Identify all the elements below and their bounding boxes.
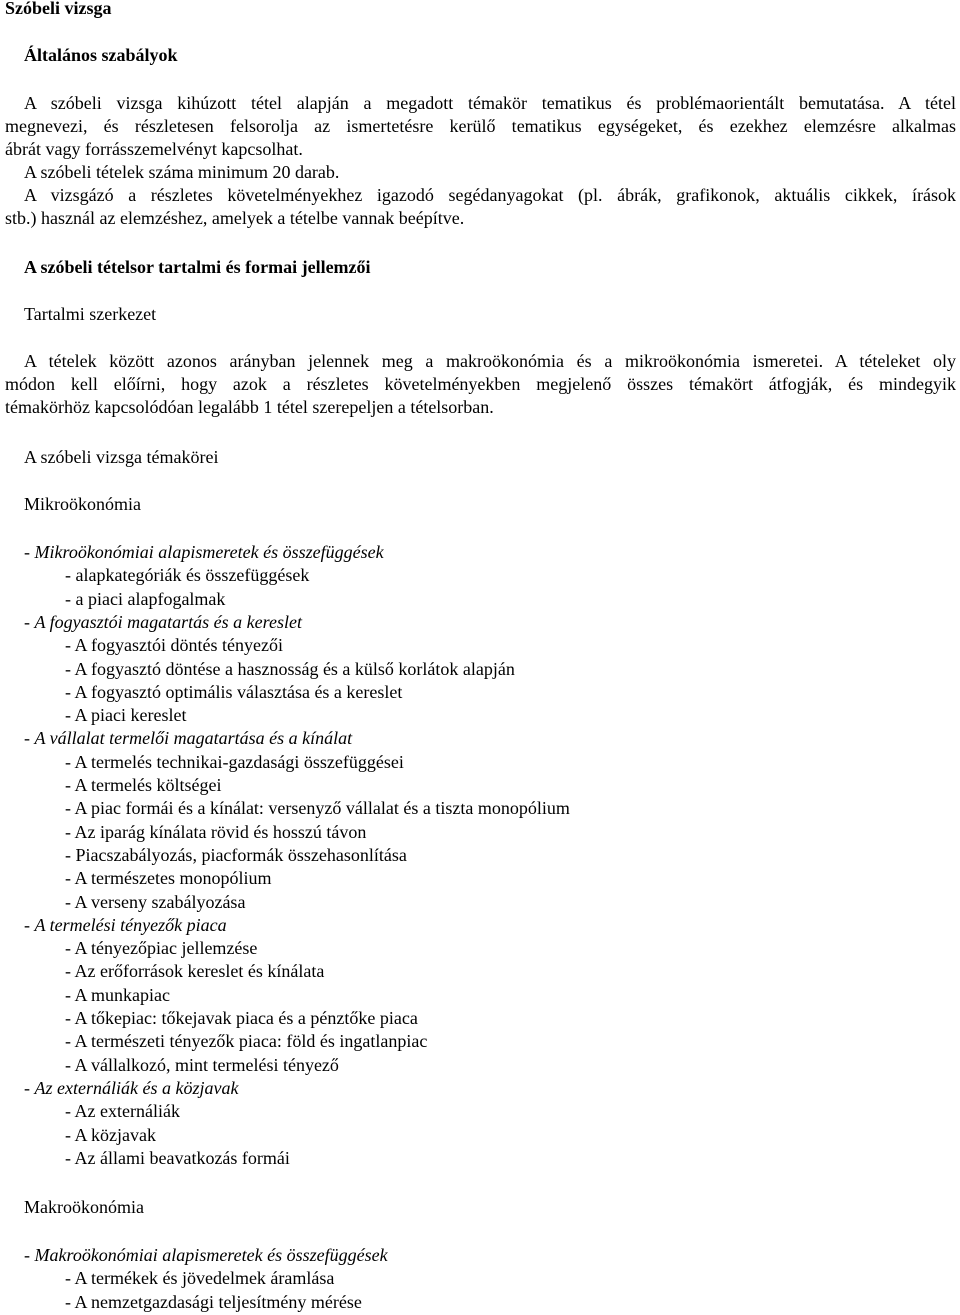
topic-group-item: - A fogyasztói magatartás és a kereslet	[24, 611, 302, 632]
macro-heading: Makroökonómia	[24, 1197, 144, 1217]
min-count-text: A szóbeli tételek száma minimum 20 darab.	[24, 162, 340, 182]
topic-group-item: - A vállalat termelői magatartása és a kínálat	[24, 728, 353, 749]
topic-subitem: - A fogyasztói döntés tényezői	[65, 635, 283, 656]
topic-subitem: - A fogyasztó döntése a hasznosság és a külső korlátok alapján	[65, 658, 515, 679]
aids-para-line-1: A vizsgázó a részletes követelményekhez igazodó segédanyagokat (pl. ábrák, grafikonok, aktuális cikkek, írások	[24, 185, 956, 205]
topic-group-item: - A termelési tényezők piaca	[24, 914, 227, 935]
topic-subitem: - alapkategóriák és összefüggések	[65, 565, 310, 586]
general-rules-heading: Általános szabályok	[24, 45, 178, 65]
topic-subitem: - A fogyasztó optimális választása és a kereslet	[65, 681, 403, 702]
topic-subitem: - A tőkepiac: tőkejavak piaca és a pénztőke piaca	[65, 1008, 418, 1028]
micro-heading: Mikroökonómia	[24, 494, 141, 514]
topic-subitem: - A termelés technikai-gazdasági összefüggései	[65, 751, 404, 772]
topic-subitem: - A verseny szabályozása	[65, 891, 246, 912]
general-para-line-3: ábrát vagy forrásszemelvényt kapcsolhat.	[5, 139, 303, 159]
topics-heading: A szóbeli vizsga témakörei	[24, 447, 219, 467]
topic-subitem: - A nemzetgazdasági teljesítmény mérése	[65, 1291, 362, 1312]
features-heading: A szóbeli tételsor tartalmi és formai jellemzői	[24, 257, 371, 277]
topic-group-item: - Mikroökonómiai alapismeretek és összefüggések	[24, 542, 384, 562]
topic-group-item: - Makroökonómiai alapismeretek és összefüggések	[24, 1245, 388, 1265]
topic-subitem: - A termelés költségei	[65, 775, 222, 795]
topic-subitem: - Az iparág kínálata rövid és hosszú távon	[65, 821, 367, 842]
topic-subitem: - A közjavak	[65, 1124, 156, 1145]
topic-subitem: - Piacszabályozás, piacformák összehasonlítása	[65, 844, 407, 865]
topic-subitem: - A piac formái és a kínálat: versenyző vállalat és a tiszta monopólium	[65, 798, 570, 819]
topic-subitem: - Az állami beavatkozás formái	[65, 1147, 290, 1168]
content-structure-heading: Tartalmi szerkezet	[24, 304, 157, 324]
topic-subitem: - A természeti tényezők piaca: föld és ingatlanpiac	[65, 1031, 428, 1052]
general-para-line-1: A szóbeli vizsga kihúzott tétel alapján a megadott témakör tematikus és problémaorientált bemutatása. A tétel	[24, 93, 956, 113]
topic-subitem: - A természetes monopólium	[65, 868, 272, 889]
topic-subitem: - Az externáliák	[65, 1101, 180, 1122]
topic-subitem: - A vállalkozó, mint termelési tényező	[65, 1054, 339, 1075]
topic-subitem: - A piaci kereslet	[65, 705, 187, 726]
topic-group-item: - Az externáliák és a közjavak	[24, 1077, 239, 1098]
content-para-line-2: módon kell előírni, hogy azok a részletes követelményekben megjelenő összes témakört átfogják, és mindegyik	[5, 374, 956, 394]
topic-subitem: - A munkapiac	[65, 984, 170, 1005]
topic-subitem: - A tényezőpiac jellemzése	[65, 938, 258, 959]
content-para-line-3: témakörhöz kapcsolódóan legalább 1 tétel szerepeljen a tételsorban.	[5, 397, 494, 417]
page-title: Szóbeli vizsga	[5, 0, 112, 18]
aids-para-line-2: stb.) használ az elemzéshez, amelyek a tételbe vannak beépítve.	[5, 208, 465, 228]
topic-subitem: - a piaci alapfogalmak	[65, 588, 226, 609]
general-para-line-2: megnevezi, és részletesen felsorolja az ismertetésre kerülő tematikus egységeket, és ezekhez elemzésre alkalmas	[5, 116, 956, 136]
topic-subitem: - Az erőforrások kereslet és kínálata	[65, 961, 325, 982]
content-para-line-1: A tételek között azonos arányban jelennek meg a makroökonómia és a mikroökonómia ismeretei. A tételeket oly	[24, 351, 956, 371]
topic-subitem: - A termékek és jövedelmek áramlása	[65, 1268, 335, 1289]
